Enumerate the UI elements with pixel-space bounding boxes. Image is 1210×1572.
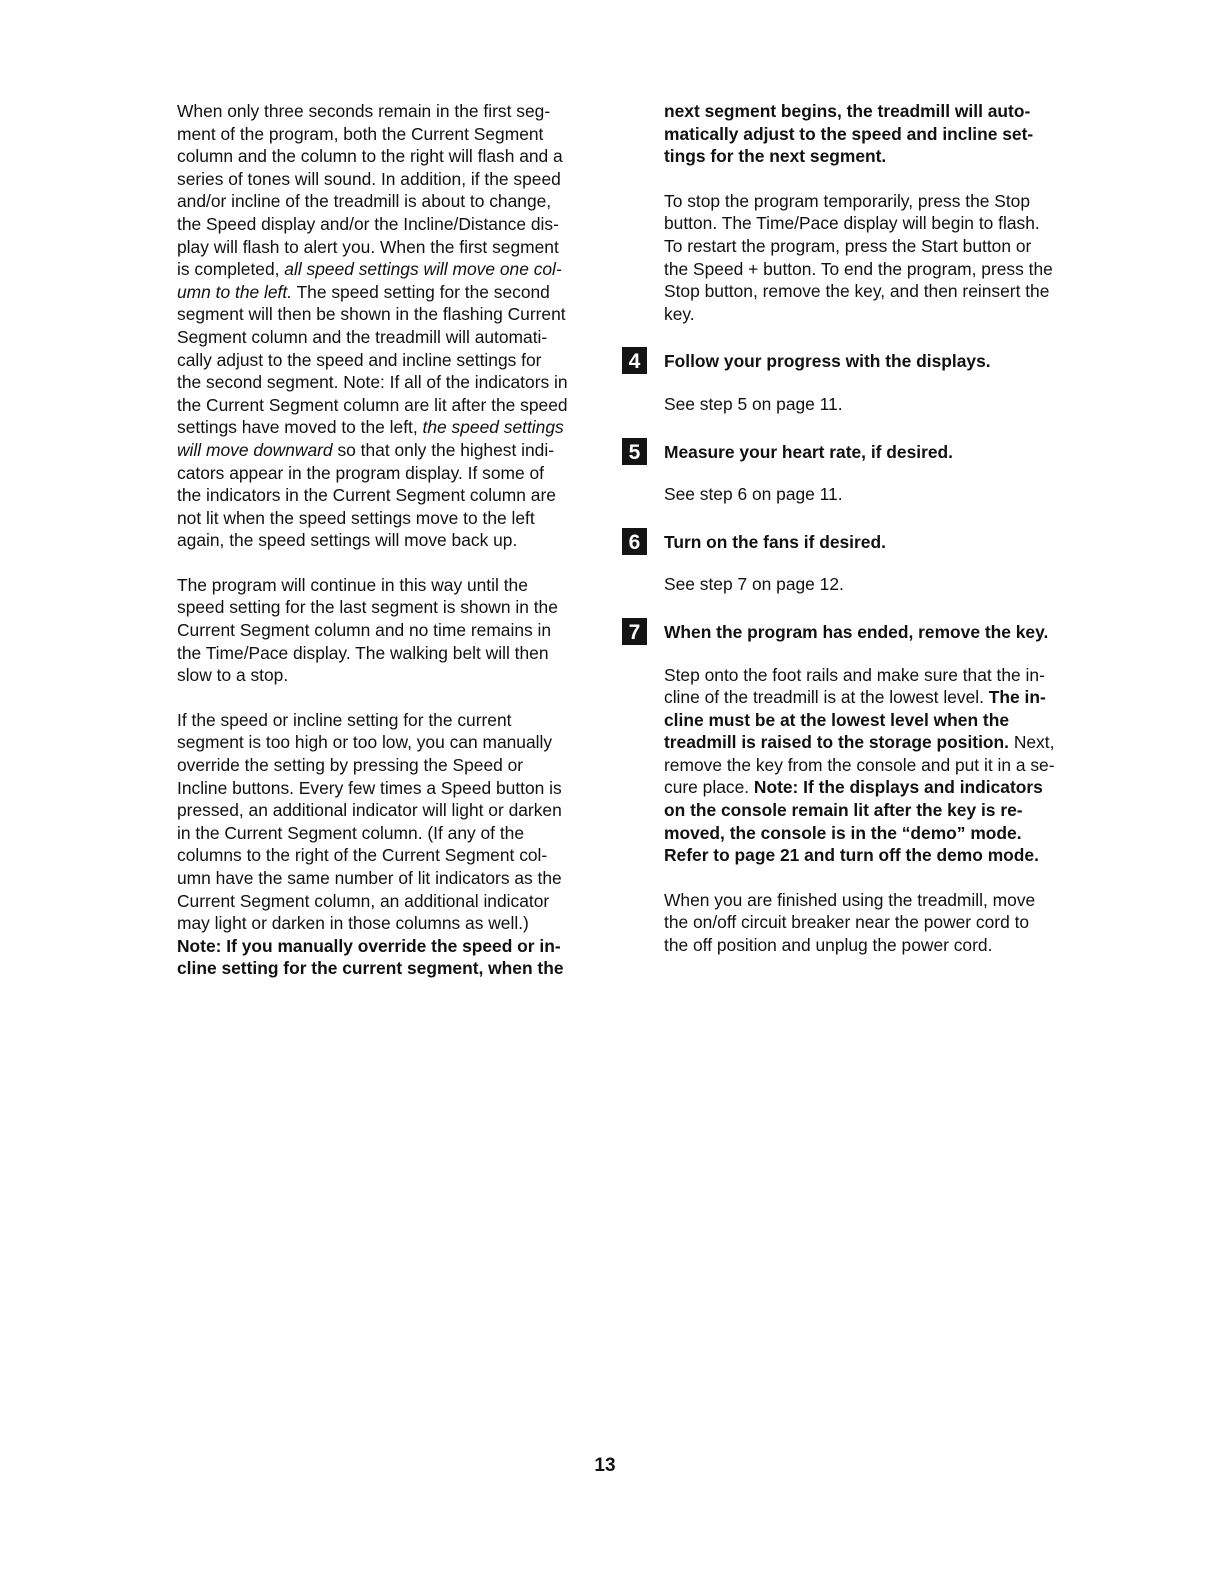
step-number-badge: 6 bbox=[622, 528, 647, 555]
step-number-badge: 5 bbox=[622, 438, 647, 465]
paragraph-finished: When you are finished using the treadmill, move the on/off circuit breaker near the power cord to the off position and unplug the power cord. bbox=[664, 889, 1036, 956]
paragraph-manual-override bbox=[177, 709, 601, 980]
step-body: See step 5 on page 11. bbox=[664, 393, 843, 414]
step-4 bbox=[628, 347, 1088, 415]
text-run: Next, remove the key from the console and put it in a se- cure place. bbox=[664, 732, 1055, 798]
paragraph-stop-program: To stop the program temporarily, press the Stop button. The Time/Pace display will begin to flash. To restart the program, press the Start button or the Speed + button. To end the program, press the Stop button, remove the key, and then reinsert the key. bbox=[664, 190, 1053, 324]
text-run: The speed setting for the second segment will then be shown in the flashing Current Segment column and the treadmill will automati- cally adjust to the speed and incline settings for the second segment. Note: If all of the indicators in the Current Segment column are lit after the speed settings have moved to the left, bbox=[177, 281, 568, 438]
paragraph-segment-flash bbox=[177, 100, 601, 552]
italic-run: the speed settings will move downward bbox=[177, 417, 564, 460]
page-number: 13 bbox=[594, 1455, 616, 1476]
step-7 bbox=[628, 618, 1088, 867]
text-run: Step onto the foot rails and make sure that the in- cline of the treadmill is at the lowest level. bbox=[664, 664, 1045, 708]
step-body bbox=[664, 664, 1088, 867]
step-body: See step 6 on page 11. bbox=[664, 484, 843, 505]
step-title: Follow your progress with the displays. bbox=[664, 351, 991, 372]
step-title: Turn on the fans if desired. bbox=[664, 531, 886, 552]
step-number-badge: 4 bbox=[622, 347, 647, 374]
bold-note: Note: If the displays and indicators on the console remain lit after the key is re- moved, the console is in the “demo” mode. Refer to page 21 and turn off the demo mode. bbox=[664, 777, 1043, 866]
bold-note: Note: If you manually override the speed or in- cline setting for the current segment, when the bbox=[177, 935, 564, 979]
paragraph-program-continue: The program will continue in this way until the speed setting for the last segment is shown in the Current Segment column and no time remains in the Time/Pace display. The walking belt will then slow to a stop. bbox=[177, 574, 558, 686]
italic-run: all speed settings will move one col- umn to the left. bbox=[177, 259, 562, 302]
step-5 bbox=[628, 438, 1088, 506]
step-6 bbox=[628, 528, 1088, 596]
step-body: See step 7 on page 12. bbox=[664, 574, 844, 595]
bold-run: next segment begins, the treadmill will auto- matically adjust to the speed and incline set- tings for the next segment. bbox=[664, 101, 1034, 167]
text-run: When only three seconds remain in the first seg- ment of the program, both the Current Segment column and the column to the right will flash and a series of tones will sound. In addition, if the speed and/or incline of the treadmill is about to change, the Speed display and/or the Incline/Distance dis- play will flash to alert you. When the first segment is completed, bbox=[177, 101, 563, 280]
step-number-badge: 7 bbox=[622, 618, 647, 645]
bold-run: The in- cline must be at the lowest level when the treadmill is raised to the storage position. bbox=[664, 687, 1046, 753]
step-title: Measure your heart rate, if desired. bbox=[664, 441, 953, 462]
paragraph-continuation bbox=[664, 100, 1088, 168]
left-column bbox=[177, 100, 601, 1002]
text-run: If the speed or incline setting for the current segment is too high or too low, you can manually override the setting by pressing the Speed or Incline buttons. Every few times a Speed button is pressed, an additional indicator will light or darken in the Current Segment column. (If any of the columns to the right of the Current Segment col- umn have the same number of lit indicators as the Current Segment column, an additional indicator may light or darken in those columns as well.) bbox=[177, 709, 562, 934]
text-run: so that only the highest indi- cators appear in the program display. If some of the indicators in the Current Segment column are not lit when the speed settings move to the left again, the speed settings will move back up. bbox=[177, 439, 556, 551]
step-title: When the program has ended, remove the key. bbox=[664, 621, 1049, 642]
right-column bbox=[628, 100, 1088, 979]
